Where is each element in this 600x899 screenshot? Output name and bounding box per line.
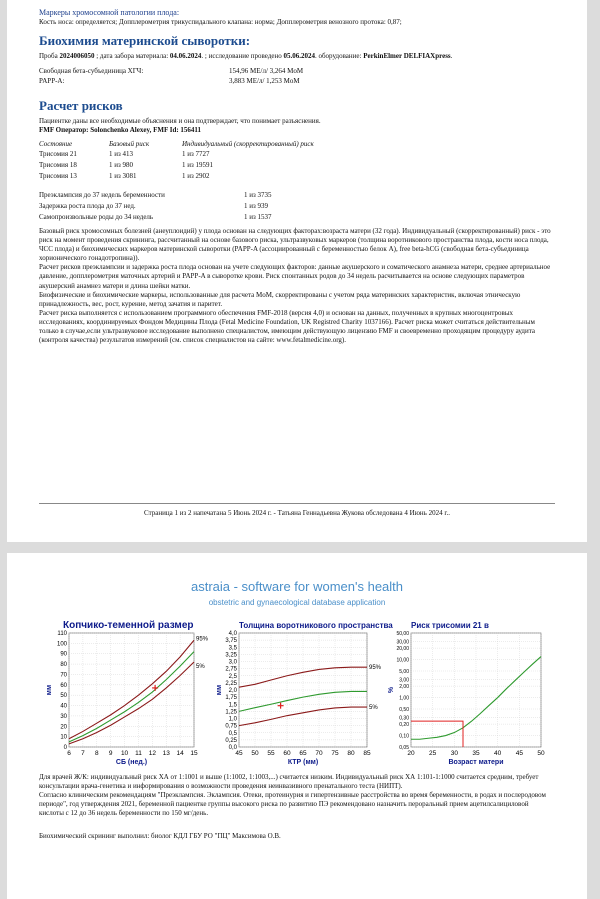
risk-ind: 1 из 7727 (182, 150, 210, 158)
risk-name: Трисомия 13 (39, 172, 77, 180)
risk2-name: Преэклампсия до 37 недель беременности (39, 191, 165, 199)
y-tick: 0,30 (399, 715, 409, 722)
charts-area (39, 619, 555, 771)
y-tick: 2,5 (228, 673, 237, 680)
pappa-row: PAPP-A: 3,883 МЕ/л/ 1,253 MoM (39, 77, 300, 85)
y-tick: 30 (60, 713, 67, 720)
y-tick: 70 (60, 672, 67, 679)
preeclampsia-note: Согласно клиническим рекомендациям "Преэклампсия. Эклампсия. Отеки, протеинурия и гипертензивные расстройства во время беременности, в родах и послеродовом периоде", год утверждения 2021, беременной пациентке группы высокого риска по развитию ПЭ рекомендовано назначить пероральный прием ацетилсалициловой кислоты с 12 до 36 недель беременности по 150 мг/день. (39, 791, 546, 818)
y-tick: 4,0 (228, 631, 237, 637)
label-5: 5% (369, 705, 378, 712)
y-tick: 50,00 (396, 631, 409, 637)
y-tick: 0,75 (225, 723, 237, 730)
x-tick: 35 (472, 750, 480, 757)
y-tick: 110 (57, 631, 67, 637)
doctors-note: Для врачей Ж/К: индивидуальный риск ХА от 1:1001 и выше (1:1002, 1:1003,...) считается низким. Индивидуальный риск ХА 1:101-1:1000 считается средним, требует консультации врача-генетика и информирования о возможности проведения неинвазивного пренатального теста (НИПТ). (39, 773, 539, 791)
risk2-name: Самопроизвольные роды до 34 недель (39, 213, 154, 221)
paragraph-3: Биофизические и биохимические маркеры, использованные для расчета MoM, скорректированы с учетом ряда материнских характеристик, включая этническую принадлежность, вес, рост, курение, метод зачатия и паритет. (39, 290, 521, 308)
risk-row (39, 149, 555, 160)
x-tick: 80 (347, 750, 355, 757)
risk-table (39, 149, 555, 182)
x-tick: 75 (331, 750, 339, 757)
x-tick: 6 (67, 750, 71, 757)
y-tick: 0,25 (225, 737, 237, 744)
y-tick: 0,50 (399, 707, 409, 713)
risk2-val: 1 из 939 (244, 202, 269, 210)
x-label: Возраст матери (448, 759, 504, 766)
x-tick: 40 (494, 750, 502, 757)
y-tick: 10 (60, 734, 67, 741)
y-tick: 30,00 (396, 639, 409, 646)
risk-row (39, 160, 555, 171)
x-tick: 20 (407, 750, 415, 757)
astraia-title: astraia - software for women's health (190, 579, 404, 594)
x-tick: 30 (450, 750, 458, 757)
y-tick: 0,5 (228, 730, 237, 737)
x-tick: 70 (315, 750, 323, 757)
plot-frame (69, 633, 194, 747)
risk-row-2 (39, 201, 555, 212)
equipment: PerkinElmer DELFIAXpress (363, 52, 451, 60)
astraia-subtitle: obstetric and gynaecological database application (208, 598, 386, 607)
chart-title: Толщина воротникового пространства (239, 621, 393, 630)
x-tick: 55 (267, 750, 275, 757)
label-95: 95% (196, 636, 209, 643)
risk2-name: Задержка роста плода до 37 нед. (39, 202, 136, 210)
markers-header: Маркеры хромосомной патологии плода: (39, 8, 180, 17)
risk2-val: 1 из 3735 (244, 191, 272, 199)
y-tick: 40 (60, 703, 67, 710)
x-tick: 11 (135, 750, 142, 757)
risk-row-2 (39, 212, 555, 223)
y-tick: 100 (56, 641, 67, 648)
risk-name: Трисомия 18 (39, 161, 77, 169)
sample-date: 04.06.2024 (169, 52, 202, 60)
risk2-val: 1 из 1537 (244, 213, 272, 221)
y-tick: 50 (60, 693, 67, 700)
y-tick: 2,00 (399, 684, 409, 691)
y-tick: 1,5 (228, 702, 237, 709)
x-tick: 45 (235, 750, 243, 757)
chart-3 (388, 621, 545, 766)
risk-base: 1 из 3081 (109, 172, 137, 180)
y-tick: 0,05 (399, 745, 409, 751)
risk-ind: 1 из 19591 (182, 161, 214, 169)
y-label: % (388, 686, 395, 694)
risk-table-header: Состояние Базовый риск Индивидуальный (скорректированный) риск (39, 140, 314, 148)
chart-2 (216, 621, 393, 766)
x-label: КТР (мм) (287, 759, 319, 766)
chart-title: Копчико-теменной размер (63, 620, 194, 631)
x-label: СБ (нед.) (115, 759, 148, 766)
x-tick: 14 (176, 750, 184, 757)
y-tick: 1,00 (399, 695, 409, 702)
y-tick: 1,75 (225, 695, 237, 702)
x-tick: 15 (190, 750, 198, 757)
y-tick: 1,25 (225, 709, 237, 716)
operator-line: FMF Оператор: Solonchenko Alexey, FMF Id: 156411 (39, 126, 202, 134)
hcg-row: Свободная бета-субъединица ХГЧ: 154,96 МЕ/л/ 3,264 MoM (39, 67, 304, 75)
x-tick: 10 (120, 750, 129, 757)
y-tick: 20 (60, 724, 67, 731)
biochem-title: Биохимия материнской сыворотки: (39, 33, 251, 48)
y-label: мм (216, 684, 223, 696)
y-tick: 0,0 (228, 745, 237, 751)
x-tick: 8 (94, 750, 99, 757)
risk-ind: 1 из 2902 (182, 172, 210, 180)
x-tick: 25 (429, 750, 437, 757)
risk-base: 1 из 980 (109, 161, 134, 169)
risk-row (39, 171, 555, 182)
y-tick: 0,20 (399, 722, 409, 729)
x-tick: 13 (162, 750, 170, 757)
y-tick: 80 (60, 662, 67, 669)
risk-row-2 (39, 190, 555, 201)
explained-text: Пациентке даны все необходимые объяснения и она подтверждает, что понимает разъяснения. (39, 117, 321, 125)
paragraph-4: Расчет риска выполняется с использованием программного обеспечения FMF-2018 (версия 4,0) и основан на данных, полученных в крупных многоцентровых исследованиях, координируемых Фондом Медицины Плода (Fetal Medicine Foundation, UK Registred Charity 1037166). Расчет риска может считаться действительным только в случае,если ультразвуковое исследование выполнено специалистом, имеющим действующую лицензию FMF и своевременно проходящим процедуру аудита (контроля качества) результатов измерений (см. список специалистов на сайте: www.fetalmedicine.org). (39, 308, 535, 345)
y-tick: 3,00 (399, 677, 409, 684)
x-tick: 12 (148, 750, 156, 757)
markers-line: Кость носа: определяется; Допплерометрия трикуспидального клапана: норма; Допплерометрия венозного протока: 0,87; (39, 18, 402, 26)
y-tick: 3,0 (228, 659, 237, 666)
sample-id: 2024006050 (59, 52, 95, 60)
y-tick: 10,00 (396, 657, 409, 664)
y-tick: 2,0 (228, 688, 237, 694)
y-tick: 3,5 (228, 645, 237, 652)
y-tick: 1,0 (228, 716, 237, 723)
x-tick: 7 (81, 750, 85, 757)
y-label: мм (46, 684, 53, 696)
risk-base: 1 из 413 (109, 150, 134, 158)
x-tick: 65 (299, 750, 307, 757)
page-footer: Страница 1 из 2 напечатана 5 Июнь 2024 г. - Татьяна Геннадьевна Жукова обследована 4 Июнь 2024 г.. (39, 503, 555, 517)
x-tick: 60 (283, 750, 291, 757)
signature-line: Биохимический скрининг выполнил: биолог КДЛ ГБУ РО "ПЦ" Максимова О.В. (39, 832, 281, 841)
y-tick: 2,75 (225, 666, 237, 673)
test-date: 05.06.2024 (283, 52, 315, 60)
risk-name: Трисомия 21 (39, 150, 77, 158)
report-page-1 (7, 0, 587, 542)
paragraph-2: Расчет рисков преэклампсии и задержка роста плода основан на учете следующих факторов: данные акушерского и соматического анамнеза матери, среднее артериальное давление, допплерометрия маточных артерий и PAPP-A в сыворотке крови. Риск спонтанных родов до 34 недель расчитывается на основе следующих параметров акушерский анамнез матери и длина шейки матки. (39, 263, 551, 290)
x-tick: 50 (251, 750, 259, 757)
report-page-2 (7, 553, 587, 899)
x-tick: 45 (515, 750, 523, 757)
x-tick: 50 (537, 750, 545, 757)
risk-title: Расчет рисков (39, 98, 123, 113)
y-tick: 3,75 (225, 638, 237, 645)
chart-1 (46, 620, 209, 766)
label-5: 5% (196, 664, 205, 671)
chart-title: Риск трисомии 21 в (411, 621, 489, 630)
y-tick: 0,10 (399, 733, 409, 740)
risk-table-2 (39, 190, 555, 223)
sample-line: Проба 2024006050 ; дата забора материала: 04.06.2024. ; исследование проведено 05.06.2024. оборудование: PerkinElmer DELFIAXpress. (39, 52, 453, 60)
x-tick: 85 (363, 750, 371, 757)
y-tick: 2,25 (225, 680, 237, 687)
y-tick: 3,25 (225, 652, 237, 659)
y-tick: 0 (63, 745, 67, 751)
y-tick: 90 (60, 651, 67, 658)
paragraph-1: Базовый риск хромосомных болезней (анеуплоидий) у плода основан на следующих факторах:возраста матери (32 года). Индивидуальный (скорректированный) риск - это риск на момент проведения скрининга, рассчитанный на основе базового риска, ультразвуковых маркеров (толщина воротникового пространства плода, кости носа плода, ЧСС плода) и биохимических маркеров материнской сыворотки (PAPP-A (ассоциированный с беременностью белок А), free beta-hCG (свободная бета-субъединица хорионического гонадотропина)). (39, 227, 551, 263)
y-tick: 60 (60, 682, 67, 689)
y-tick: 5,00 (399, 669, 409, 675)
label-95: 95% (369, 665, 382, 672)
x-tick: 9 (108, 750, 113, 757)
y-tick: 20,00 (396, 646, 409, 653)
